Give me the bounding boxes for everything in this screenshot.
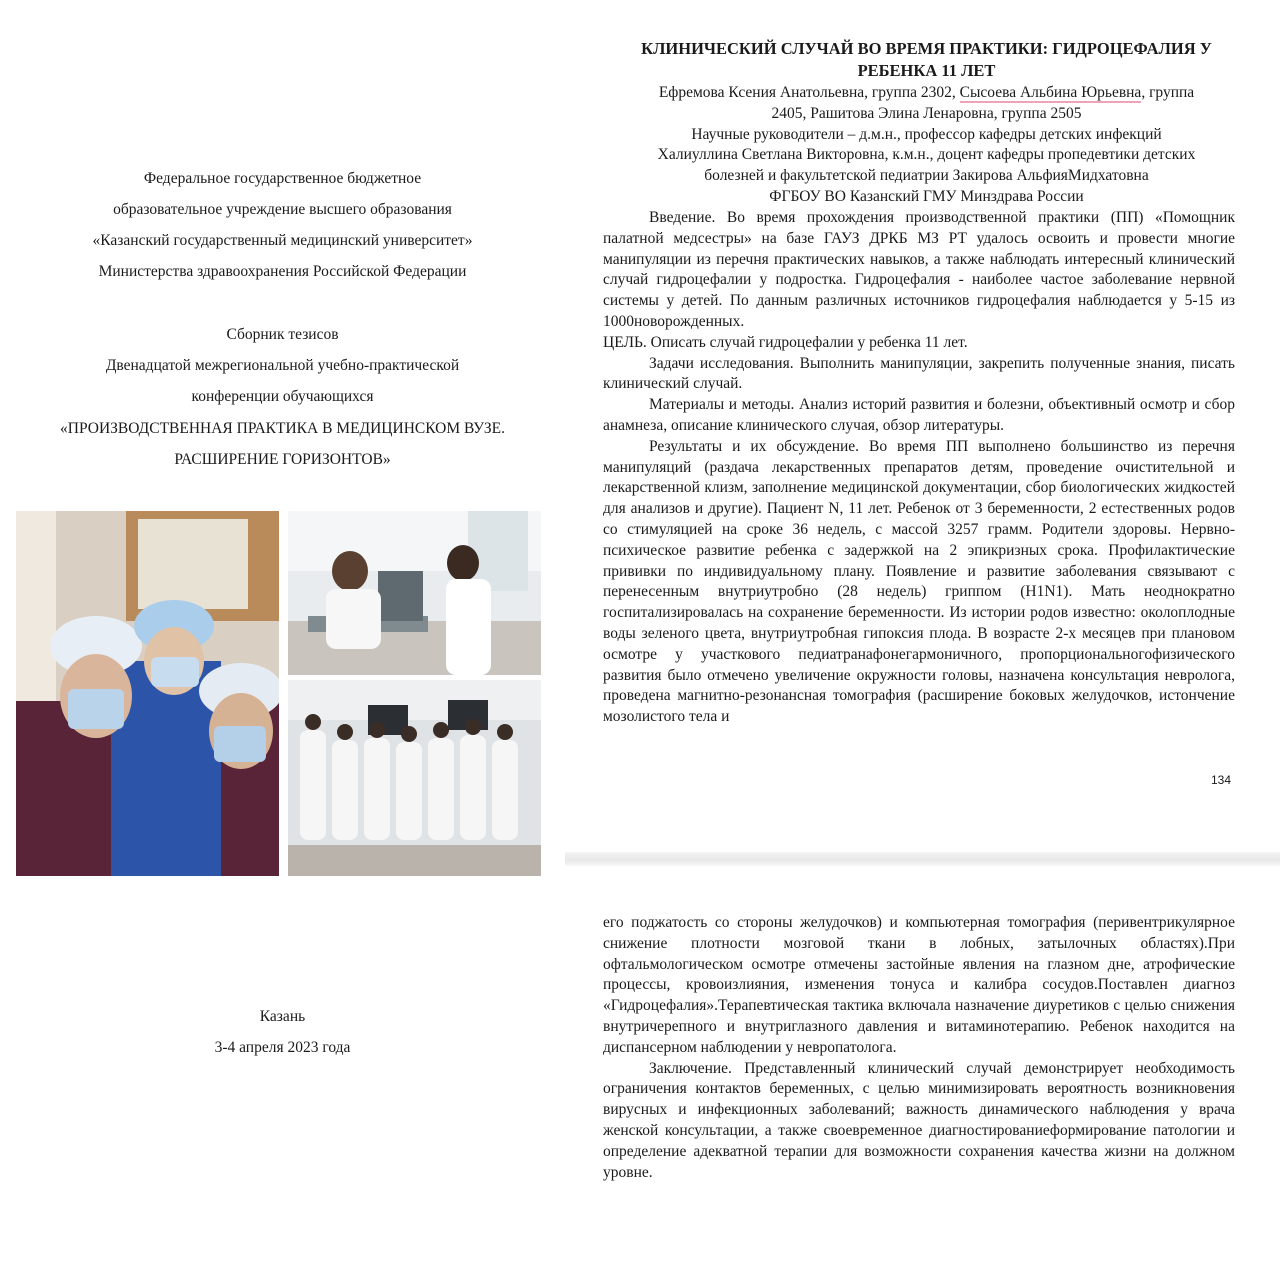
page-separator bbox=[565, 852, 1280, 866]
article-page-134 bbox=[565, 0, 1280, 852]
supervisors-line: Научные руководители – д.м.н., профессор кафедры детских инфекций bbox=[691, 125, 1162, 143]
collection-line: Сборник тезисов bbox=[226, 326, 339, 343]
conference-title-line: РАСШИРЕНИЕ ГОРИЗОНТОВ» bbox=[174, 451, 391, 468]
authors bbox=[589, 83, 1264, 208]
org-line: Министерства здравоохранения Российской Федерации bbox=[98, 263, 467, 280]
photo-group-white-coats bbox=[288, 680, 541, 876]
cover-page bbox=[0, 0, 565, 1280]
supervisors-line: болезней и факультетской педиатрии Закирова АльфияМидхатовна bbox=[704, 167, 1149, 185]
article-body-continued bbox=[603, 913, 1235, 1183]
title-line: РЕБЕНКА 11 ЛЕТ bbox=[857, 61, 996, 80]
city: Казань bbox=[259, 1008, 306, 1025]
conclusion-paragraph: Заключение. Представленный клинический случай демонстрирует необходимость ограничения контактов беременных, с целью минимизировать вероятность возникновения вирусных и инфекционных заболеваний; важность динамического наблюдения у врача женской консультации, а также своевременное диагностированиеформирование патологии и определение адекватной терапии для возможности сохранения качества жизни на должном уровне. bbox=[603, 1059, 1235, 1181]
continuation-paragraph: его поджатость со стороны желудочков) и компьютерная томография (перивентрикулярное снижение плотности мозговой ткани в лобных, затылочных областях).При офтальмологическом осмотре отмечены застойные явления на глазном дне, атрофические процессы, кровоизлияния, изменения тонуса и калибра сосудов.Поставлен диагноз «Гидроцефалия».Терапевтическая тактика включала назначение диуретиков с целью снижения внутричерепного и внутриглазного давления и витаминотерапию. Ребенок находится на диспансерном наблюдении у невропатолога. bbox=[603, 914, 1235, 1056]
intro-paragraph: Введение. Во время прохождения производственной практики (ПП) «Помощник палатной медсестры» на базе ГАУЗ ДРКБ МЗ РТ удалось освоить и провести многие манипуляции из перечня практических навыков, а также наблюдать интересный клинический случай гидроцефалии у подростка. Гидроцефалия - наиболее частое заболевание нервной системы у детей. По данным различных источников гидроцефалия наблюдается у 5-15 из 1000новорожденных. bbox=[603, 209, 1235, 330]
affiliation-line: ФГБОУ ВО Казанский ГМУ Минздрава России bbox=[769, 187, 1084, 205]
collection-line: конференции обучающихся bbox=[191, 388, 374, 405]
supervisors-line: Халиуллина Светлана Викторовна, к.м.н., доцент кафедры пропедевтики детских bbox=[657, 146, 1196, 164]
photo-selfie-students bbox=[16, 511, 279, 876]
tasks-paragraph: Задачи исследования. Выполнить манипуляции, закрепить полученные знания, писать клинический случай. bbox=[603, 354, 1235, 393]
methods-paragraph: Материалы и методы. Анализ историй развития и болезни, объективный осмотр и сбор анамнеза, описание клинического случая, обзор литературы. bbox=[603, 396, 1235, 434]
results-paragraph: Результаты и их обсуждение. Во время ПП выполнено большинство из перечня манипуляций (раздача лекарственных препаратов детям, проведение очистительной и лекарственной клизм, заполнение медицинской документации, сбор биологических жидкостей для анализов и другие). Пациент N, 11 лет. Ребенок от 3 беременности, 2 естественных родов со стимуляцией на сроке 36 недель, с массой 3257 грамм. Родители здоровы. Нервно-психическое развитие ребенка с задержкой на 2 эпикризных срока. Профилактические прививки по индивидуальному плану. Появление и развитие заболевания связывают с перенесенным внутриутробно (28 недель) гриппом (H1N1). Мать неоднократно госпитализировалась на сохранение беременности. Из истории родов известно: околоплодные воды зеленого цвета, внутриутробная гипоксия плода. В возрасте 2-х месяцев при плановом осмотре у участкового педиатранафонегармоничного, пропорциональногофизического развития было отмечено увеличение окружности головы, назначена консультация невролога, проведена магнитно-резонансная томография (расширение боковых желудочков, истончение мозолистого тела и bbox=[603, 437, 1235, 726]
photo-ophthalmology-practice bbox=[288, 511, 541, 675]
org-line: «Казанский государственный медицинский университет» bbox=[92, 232, 473, 249]
date: 3-4 апреля 2023 года bbox=[214, 1039, 351, 1056]
highlighted-author: Сысоева Альбина Юрьевна bbox=[959, 84, 1142, 101]
article-title bbox=[589, 38, 1264, 82]
org-line: образовательное учреждение высшего образования bbox=[113, 201, 452, 218]
authors-line: Ефремова Ксения Анатольевна, группа 2302, Сысоева Альбина Юрьевна, группа bbox=[658, 84, 1195, 101]
page-number: 134 bbox=[1211, 773, 1232, 787]
article-body bbox=[603, 208, 1235, 728]
conference-title-line: «ПРОИЗВОДСТВЕННАЯ ПРАКТИКА В МЕДИЦИНСКОМ ВУЗЕ. bbox=[60, 420, 505, 437]
org-line: Федеральное государственное бюджетное bbox=[143, 170, 422, 187]
title-line: КЛИНИЧЕСКИЙ СЛУЧАЙ ВО ВРЕМЯ ПРАКТИКИ: ГИДРОЦЕФАЛИЯ У bbox=[641, 39, 1212, 58]
collection-line: Двенадцатой межрегиональной учебно-практической bbox=[105, 357, 460, 374]
authors-line: 2405, Рашитова Элина Ленаровна, группа 2505 bbox=[771, 104, 1082, 122]
article-page-continued bbox=[565, 866, 1280, 1280]
goal-paragraph: ЦЕЛЬ. Описать случай гидроцефалии у ребенка 11 лет. bbox=[603, 333, 968, 351]
